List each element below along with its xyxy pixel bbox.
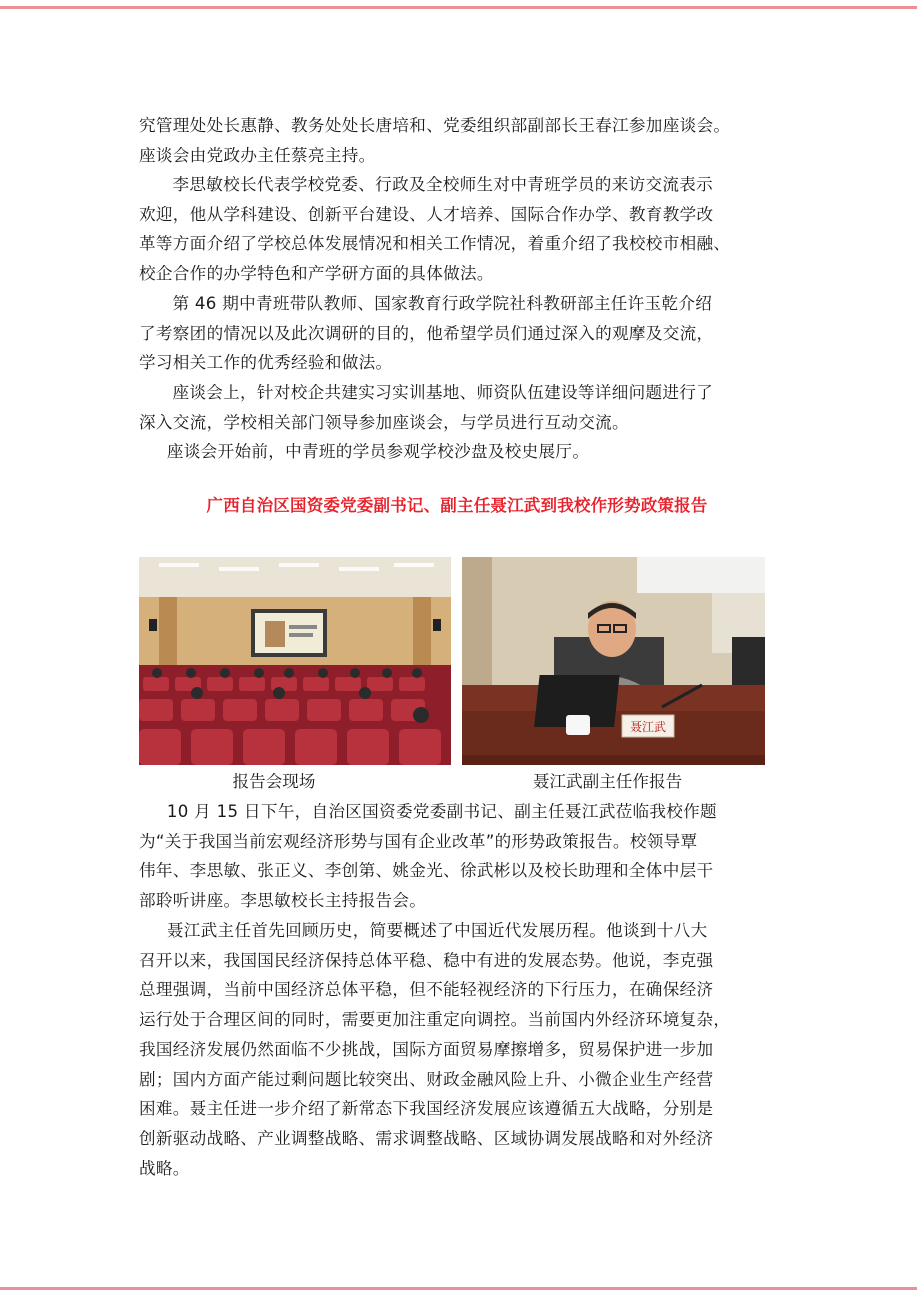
paragraph-7: 聂江武主任首先回顾历史，简要概述了中国近代发展历程。他谈到十八大 召开以来，我国国民经济保持总体平稳、稳中有进的发展态势。他说，李克强 总理强调，当前中国经济总体平稳，但不能轻视经济的下行压力，在确保经济 运行处于合理区间的同时，需要更加注重定向调控。当前国内外经济环境复杂， 我国经济发展仍然面临不少挑战，国际方面贸易摩擦增多，贸易保护进一步加 剧；国内方面产能过剩问题比较突出、财政金融风险上升、小微企业生产经营 困难。聂主任进一步介绍了新常态下我国经济发展应该遵循五大战略，分别是 创新驱动战略、产业调整战略、需求调整战略、区域协调发展战略和对外经济 战略。 (139, 921, 731, 1178)
paragraph-1: 究管理处处长惠静、教务处处长唐培和、党委组织部副部长王春江参加座谈会。 座谈会由党政办主任蔡亮主持。 (139, 116, 731, 165)
paragraph-4: 座谈会上，针对校企共建实习实训基地、师资队伍建设等详细问题进行了 深入交流，学校相关部门领导参加座谈会，与学员进行互动交流。 (139, 383, 714, 432)
photo-speaker (462, 557, 765, 765)
bottom-border-line (0, 1287, 917, 1290)
paragraph-2: 李思敏校长代表学校党委、行政及全校师生对中青班学员的来访交流表示 欢迎，他从学科建设、创新平台建设、人才培养、国际合作办学、教育教学改 革等方面介绍了学校总体发展情况和相关工作情况，着重介绍了我校校市相融、 校企合作的办学特色和产学研方面的具体做法。 (139, 175, 731, 284)
speaker-nameplate: 聂江武 (629, 720, 667, 734)
photo-lecture-hall (139, 557, 451, 765)
caption-speaker: 聂江武副主任作报告 (532, 772, 683, 791)
paragraph-3: 第 46 期中青班带队教师、国家教育行政学院社科教研部主任许玉乾介绍 了考察团的情况以及此次调研的目的，他希望学员们通过深入的观摩及交流， 学习相关工作的优秀经验和做法。 (139, 294, 714, 373)
paragraph-5: 座谈会开始前，中青班的学员参观学校沙盘及校史展厅。 (139, 442, 590, 461)
caption-lecture-hall: 报告会现场 (232, 772, 316, 791)
paragraph-6: 10 月 15 日下午，自治区国资委党委副书记、副主任聂江武莅临我校作题 为“关于我国当前宏观经济形势与国有企业改革”的形势政策报告。校领导覃 伟年、李思敏、张正义、李创第、姚金光、徐武彬以及校长助理和全体中层干 部聆听讲座。李思敏校长主持报告会。 (139, 802, 717, 911)
section-heading: 广西自治区国资委党委副书记、副主任聂江武到我校作形势政策报告 (206, 496, 708, 515)
top-border-line (0, 6, 917, 9)
